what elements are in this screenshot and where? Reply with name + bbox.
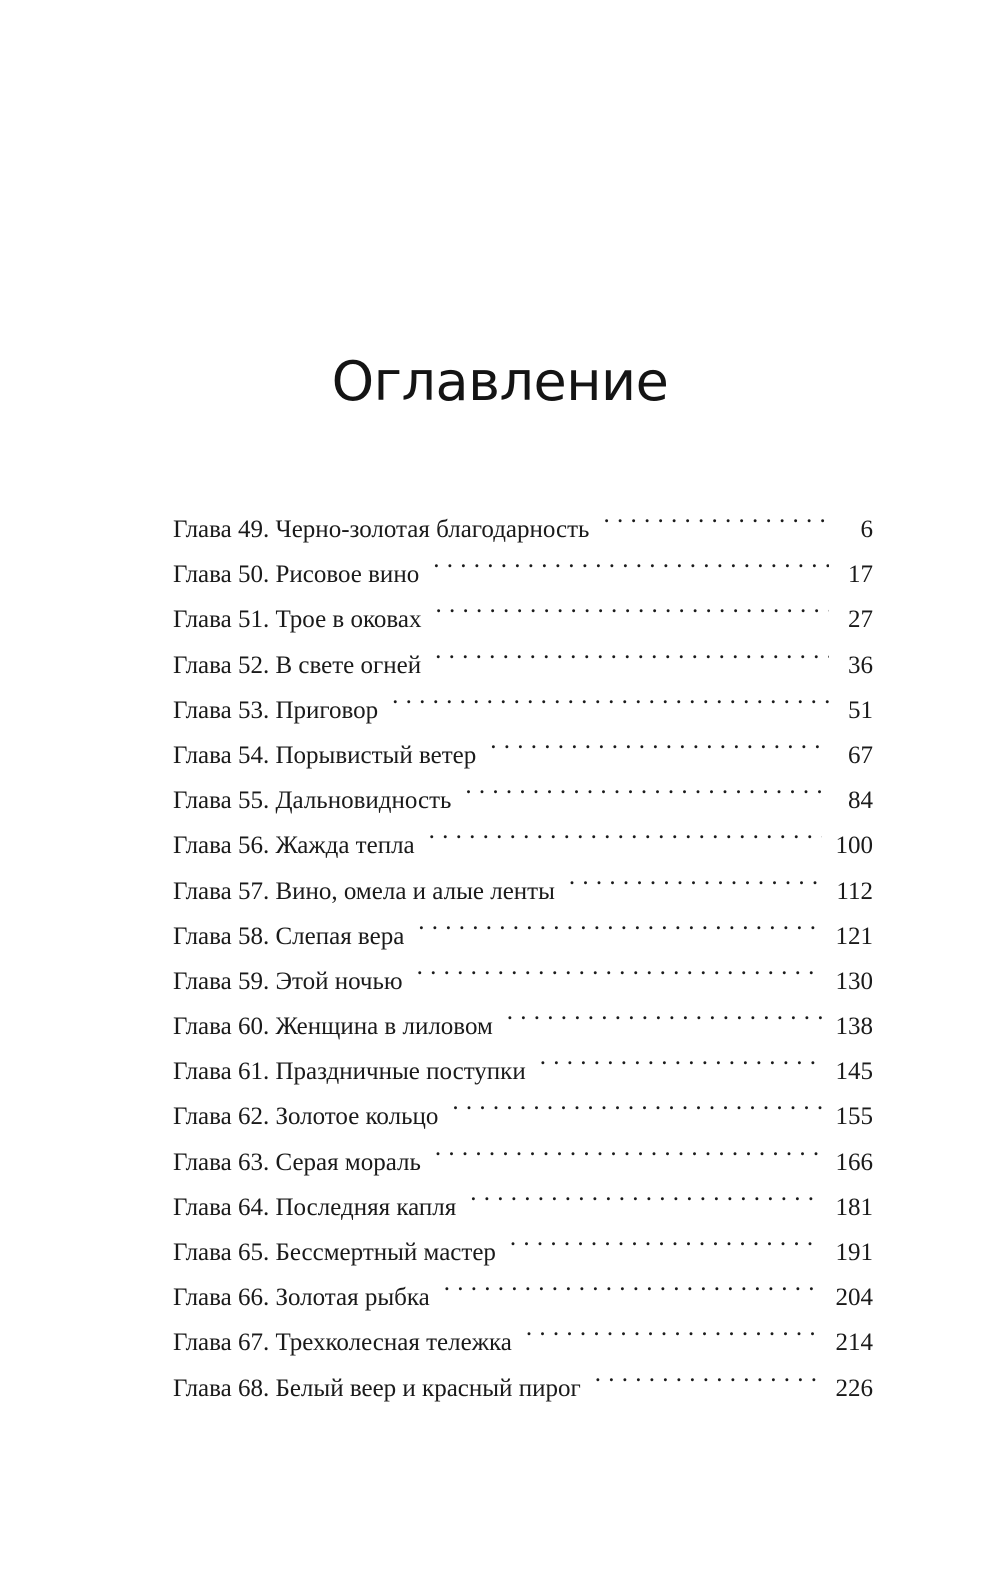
toc-entry-title: Глава 59. Этой ночью	[173, 967, 403, 995]
toc-dot-leader	[470, 1170, 821, 1215]
toc-dot-leader	[435, 628, 829, 673]
toc-dot-leader	[510, 1215, 822, 1260]
toc-entry-page: 145	[835, 1058, 873, 1086]
toc-dot-leader	[452, 1079, 821, 1124]
toc-entry-page: 112	[836, 877, 873, 905]
toc-entry-page: 214	[835, 1329, 873, 1357]
toc-dot-leader	[435, 582, 829, 627]
toc-dot-leader	[490, 718, 829, 763]
toc-entry-page: 138	[835, 1013, 873, 1041]
toc-dot-leader	[526, 1305, 822, 1350]
toc-entry-page: 166	[835, 1148, 873, 1176]
toc-dot-leader	[435, 1125, 822, 1170]
toc-entry-page: 100	[835, 832, 873, 860]
toc-dot-leader	[433, 537, 829, 582]
toc-dot-leader	[392, 673, 829, 718]
toc-entry-page: 121	[835, 922, 873, 950]
toc-entry-page: 67	[848, 741, 873, 769]
toc-entry-title: Глава 50. Рисовое вино	[173, 561, 420, 589]
toc-dot-leader	[603, 492, 829, 537]
toc-entry-page: 84	[848, 787, 873, 815]
toc-entry-page: 51	[848, 696, 873, 724]
toc-entry-page: 130	[835, 967, 873, 995]
toc-entry-title: Глава 66. Золотая рыбка	[173, 1284, 430, 1312]
toc-entry-title: Глава 56. Жажда тепла	[173, 832, 415, 860]
toc-entry-title: Глава 55. Дальновидность	[173, 787, 452, 815]
toc-entry-page: 204	[835, 1284, 873, 1312]
toc-entry-page: 27	[848, 606, 873, 634]
toc-entry-page: 155	[835, 1103, 873, 1131]
toc-dot-leader	[540, 1034, 822, 1079]
toc-entry-title: Глава 52. В свете огней	[173, 651, 422, 679]
toc-entry-title: Глава 60. Женщина в лиловом	[173, 1013, 493, 1041]
toc-dot-leader	[595, 1351, 822, 1396]
toc-entry-title: Глава 67. Трехколесная тележка	[173, 1329, 512, 1357]
toc-dot-leader	[569, 854, 823, 899]
toc-entry-title: Глава 58. Слепая вера	[173, 922, 405, 950]
toc-entry-title: Глава 51. Трое в оковах	[173, 606, 422, 634]
toc-entry-title: Глава 61. Праздничные поступки	[173, 1058, 526, 1086]
toc-entry-title: Глава 57. Вино, омела и алые ленты	[173, 877, 555, 905]
toc-dot-leader	[465, 763, 829, 808]
toc-entry-page: 17	[848, 561, 873, 589]
toc-entry-page: 191	[835, 1239, 873, 1266]
toc-dot-leader	[417, 944, 822, 989]
toc-entry-title: Глава 62. Золотое кольцо	[173, 1103, 439, 1131]
toc-entry-title: Глава 64. Последняя капля	[173, 1193, 457, 1221]
toc-entry-page: 6	[860, 516, 873, 543]
toc-entry-page: 226	[835, 1374, 873, 1402]
toc-entry-title: Глава 53. Приговор	[173, 696, 379, 724]
toc-dot-leader	[429, 808, 822, 853]
page-title: Оглавление	[331, 350, 669, 413]
toc-entry[interactable]	[173, 492, 873, 543]
toc-dot-leader	[507, 989, 822, 1034]
table-of-contents	[173, 492, 873, 1402]
toc-dot-leader	[418, 899, 821, 944]
toc-entry-page: 36	[848, 651, 873, 679]
toc-dot-leader	[444, 1260, 822, 1305]
toc-entry-title: Глава 63. Серая мораль	[173, 1148, 421, 1176]
toc-entry-page: 181	[835, 1193, 873, 1221]
toc-entry-title: Глава 54. Порывистый ветер	[173, 741, 477, 769]
toc-entry-title: Глава 68. Белый веер и красный пирог	[173, 1374, 581, 1402]
toc-entry-title: Глава 49. Черно-золотая благодарность	[173, 516, 590, 543]
toc-entry-title: Глава 65. Бессмертный мастер	[173, 1239, 496, 1266]
